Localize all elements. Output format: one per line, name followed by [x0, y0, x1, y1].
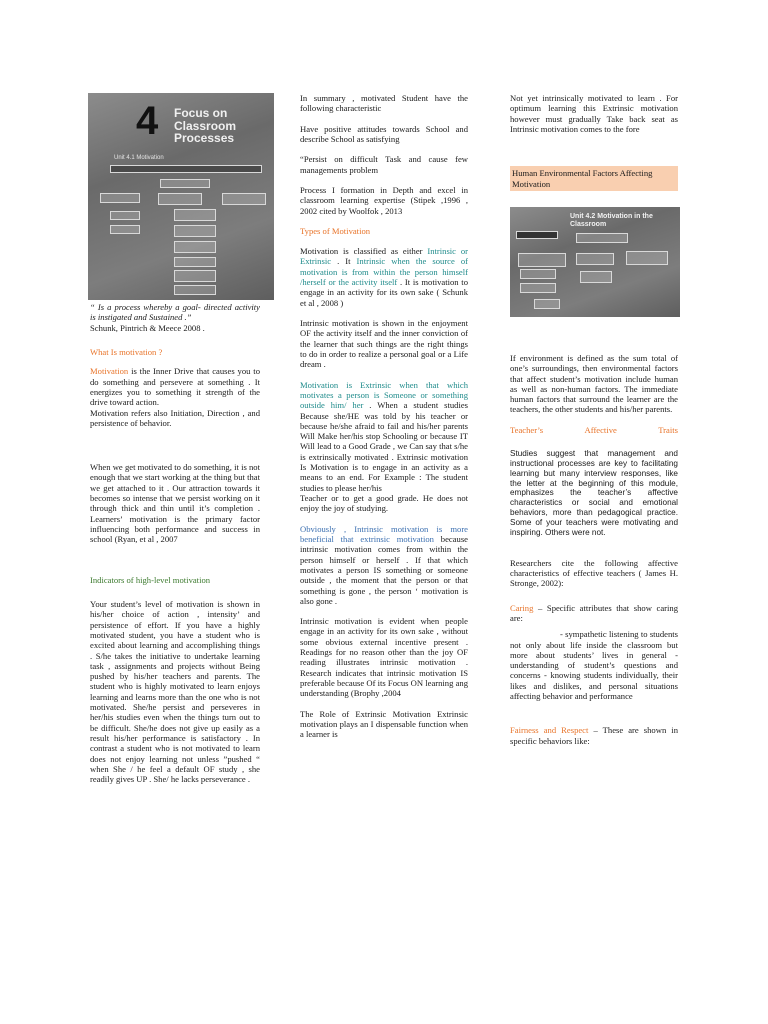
motivation-definition-2: Motivation refers also Initiation, Direction , and persistence of behavior. [90, 407, 260, 428]
environment-paragraph: If environment is defined as the sum total of one’s surroundings, then environmental factors that affect student’s motivation include human as well as non-human factors. The immediate human factors that surround the learner are the teachers, the other students and his/her parents. [510, 352, 678, 415]
classroom-diagram-photo [510, 207, 680, 317]
motivation-definition: Motivation is the Inner Drive that causes you to do something and persevere at something . It energizes you to something it strength of the drive toward action. [90, 366, 260, 408]
column-middle [300, 93, 468, 750]
caring-list: - sympathetic listening to students not only about life inside the classroom but more about students’ lives in general - understanding of student’s questions and concerns - knowing students individually, their likes and dislikes, and personal situations affecting behavior and performance [510, 629, 678, 702]
evident-paragraph: Intrinsic motivation is evident when people engage in an activity for its own sake , without some obvious external incentive present . Readings for no reason other than the joy OF reading illustrates intrinsic motivation . Research indicates that intrinsic motivation IS preferable because Of its Focus ON learning ang understanding (Brophy ,2004 [300, 616, 468, 699]
column-left [90, 93, 260, 795]
studies-paragraph: Studies suggest that management and instructional processes are key to facilitating learning but many interview responses, like the letter at the beginning of this module, emphasizes the teacher’s affective characteristics or social and emotional behaviors, more than pedagogical practice. Some of your teachers were motivating and inspiring. Others were not. [510, 449, 678, 537]
fairness-paragraph: Fairness and Respect – These are shown in specific behaviors like: [510, 725, 678, 746]
caring-paragraph: Caring – Specific attributes that show caring are: [510, 602, 678, 623]
types-heading: Types of Motivation [300, 225, 371, 236]
diagram-photo-title: Unit 4.2 Motivation in the Classroom [570, 212, 653, 229]
characteristic-1: Have positive attitudes towards School and describe School as satisfying [300, 123, 468, 144]
researchers-paragraph: Researchers cite the following affective characteristics of effective teachers ( James H. Stronge, 2002): [510, 557, 678, 589]
characteristic-2: “Persist on difficult Task and cause few managements problem [300, 154, 468, 175]
teacher-traits-heading: Teacher’s Affective Traits [510, 424, 678, 435]
indicators-paragraph: Your student’s level of motivation is shown in his/her choice of action , intensity’ and persistence of effort. If you have a highly motivated student, you have a student who is excited about learning and accomplishing things . S/he takes the initiative to undertake learning task , assignments and projects without Being pushed by his/her teachers and parents. The student who is highly motivated to learn enjoys learning and learns more than the one who is not motivated. She/he persist and perseveres in her/his studies even when the things turn out to be difficult. She/he does not give up easily as a result his/her performance is satisfactory . In contrast a student who is not motivated to learn does not enjoy learning not unless ”pushed “ when She / he feel a default OF study , she readily gives UP . She/ he lacks perseverance . [90, 598, 260, 785]
characteristic-3: Process I formation in Depth and excel in classroom learning expertise (Stipek ,1996 , 2002 cited by Woolfok , 2013 [300, 184, 468, 216]
module-cover-photo [88, 93, 274, 300]
column-right [510, 93, 678, 756]
role-paragraph: The Role of Extrinsic Motivation Extrinsic motivation plays an I dispensable function when a learner is [300, 708, 468, 740]
module-unit: Unit 4.1 Motivation [114, 155, 164, 161]
not-yet-paragraph: Not yet intrinsically motivated to learn . For optimum learning this Extrinsic motivation however must gradually Take back seat as Intrinsic motivation comes to the fore [510, 93, 678, 134]
module-title: Focus on Classroom Processes [174, 106, 237, 146]
obviously-paragraph: Obviously , Intrinsic motivation is more beneficial that extrinsic motivation because intrinsic motivation comes from within the person himself or herself . If that which motivates a person IS something or someone outside , the moment that the person or that something is gone , the person ‘ motivation is also gone . [300, 523, 468, 606]
when-motivated-paragraph: When we get motivated to do something, it is not enough that we start working at the thing but that we get attached to it . Our attraction towards it becomes so intense that we persist working on it through thick and thin until it’s completion . Learners’ motivation is the primary factor influencing both performance and success in school (Ryan, et al , 2007 [90, 462, 260, 545]
types-paragraph: Motivation is classified as either Intrinsic or Extrinsic . It Intrinsic when the source of motivation is from within the person himself /herself or the activity itself . It is motivation to engage in an activity for its own sake ( Schunk et al , 2008 ) [300, 246, 469, 308]
indicators-heading: Indicators of high-level motivation [90, 574, 211, 585]
intrinsic-shown-paragraph: Intrinsic motivation is shown in the enjoyment OF the activity itself and the inner conviction of the learner that such things are the right things to do in order to realize a personal goal or a Life dream . [300, 318, 468, 370]
human-factors-heading: Human Environmental Factors Affecting Motivation [510, 166, 678, 191]
what-is-motivation-heading: What Is motivation ? [90, 346, 163, 357]
summary-paragraph: In summary , motivated Student have the following characteristic [300, 93, 468, 114]
extrinsic-paragraph: Motivation is Extrinsic when that which motivates a person is Someone or something outside him/ her . When a student studies Because she/HE was told by his teacher or because he/she afraid to fail and his/her parents Will Make her/his stop Schooling or because IT Will lead to a Good Grade , we Can say that s/he is extrinsically motivated . Extrinsic motivation Is Motivation is to engage in an activity as a means to an end. For Example : The student studies to please her/his [300, 379, 468, 493]
module-number: 4 [136, 99, 159, 143]
extrinsic-example: Teacher or to get a good grade. He does not enjoy the joy of studying. [300, 493, 468, 514]
definition-quote: “ Is a process whereby a goal- directed activity is instigated and Sustained .” Schunk, Pintrich & Meece 2008 . [90, 302, 260, 333]
